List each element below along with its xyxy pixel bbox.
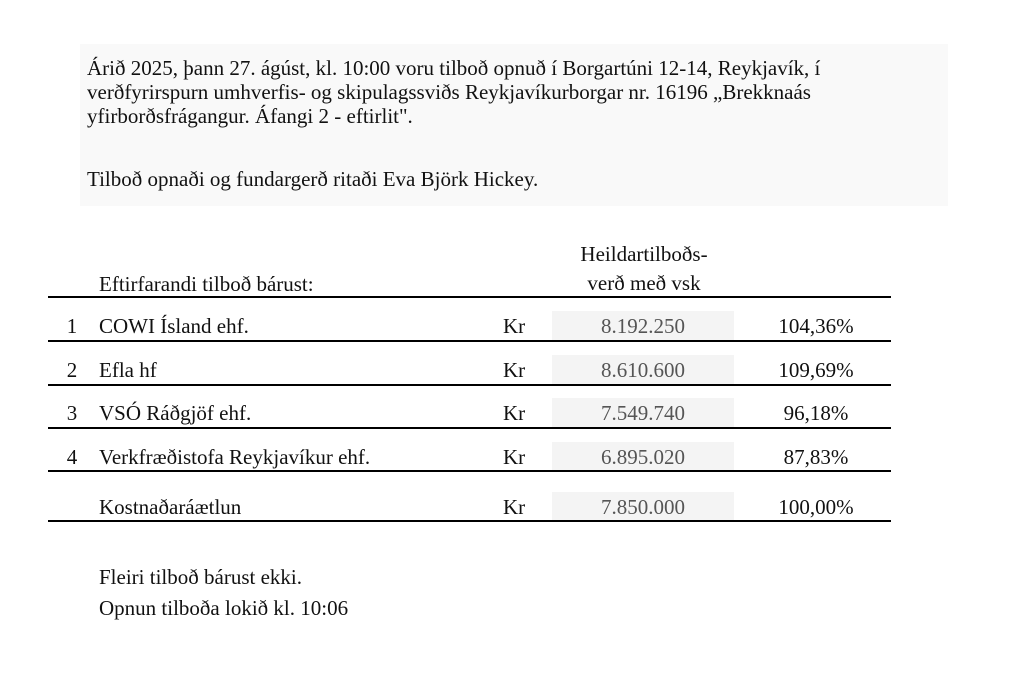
estimate-percent: 100,00% — [778, 495, 854, 519]
footer-notes — [99, 562, 348, 624]
currency: Kr — [503, 358, 526, 382]
signer-text: Tilboð opnaði og fundargerð ritaði Eva Björk Hickey. — [87, 167, 539, 191]
table-rule — [48, 427, 891, 429]
table-rule — [48, 296, 891, 298]
footer-line-1: Fleiri tilboð bárust ekki. — [99, 565, 302, 589]
intro-line-2: verðfyrirspurn umhverfis- og skipulagssviðs Reykjavíkurborgar nr. 16196 „Brekknaás — [87, 80, 811, 104]
row-number: 2 — [66, 358, 78, 382]
table-rule — [48, 520, 891, 522]
bid-price: 6.895.020 — [601, 445, 685, 469]
currency: Kr — [503, 495, 526, 519]
bids-header: Eftirfarandi tilboð bárust: — [99, 272, 314, 296]
table-row — [0, 311, 1017, 341]
intro-line-3: yfirborðsfrágangur. Áfangi 2 - eftirlit". — [87, 104, 413, 128]
table-rule — [48, 470, 891, 472]
bidder-name: VSÓ Ráðgjöf ehf. — [99, 401, 252, 425]
bid-percent: 104,36% — [778, 314, 854, 338]
intro-paragraph — [87, 56, 947, 128]
bidder-name: Verkfræðistofa Reykjavíkur ehf. — [99, 445, 371, 469]
bid-percent: 87,83% — [783, 445, 849, 469]
currency: Kr — [503, 314, 526, 338]
footer-line-2: Opnun tilboða lokið kl. 10:06 — [99, 596, 349, 620]
table-rule — [48, 340, 891, 342]
price-header-line-2: verð með vsk — [587, 271, 701, 295]
row-number: 3 — [66, 401, 78, 425]
bidder-name: Efla hf — [99, 358, 157, 382]
estimate-label: Kostnaðaráætlun — [99, 495, 242, 519]
bid-price: 8.610.600 — [601, 358, 685, 382]
estimate-price: 7.850.000 — [601, 495, 685, 519]
bid-price: 8.192.250 — [601, 314, 685, 338]
bid-percent: 109,69% — [778, 358, 854, 382]
table-row — [0, 442, 1017, 472]
intro-line-1: Árið 2025, þann 27. ágúst, kl. 10:00 voru tilboð opnuð í Borgartúni 12-14, Reykjavík, í — [87, 56, 821, 80]
currency: Kr — [503, 401, 526, 425]
table-rule — [48, 384, 891, 386]
table-row — [0, 355, 1017, 385]
bid-percent: 96,18% — [783, 401, 849, 425]
estimate-row — [0, 492, 1017, 522]
table-row — [0, 398, 1017, 428]
row-number: 1 — [66, 314, 78, 338]
bid-price: 7.549.740 — [601, 401, 685, 425]
bidder-name: COWI Ísland ehf. — [99, 314, 249, 338]
price-header — [544, 240, 744, 298]
price-header-line-1: Heildartilboðs- — [580, 242, 708, 266]
row-number: 4 — [66, 445, 78, 469]
currency: Kr — [503, 445, 526, 469]
